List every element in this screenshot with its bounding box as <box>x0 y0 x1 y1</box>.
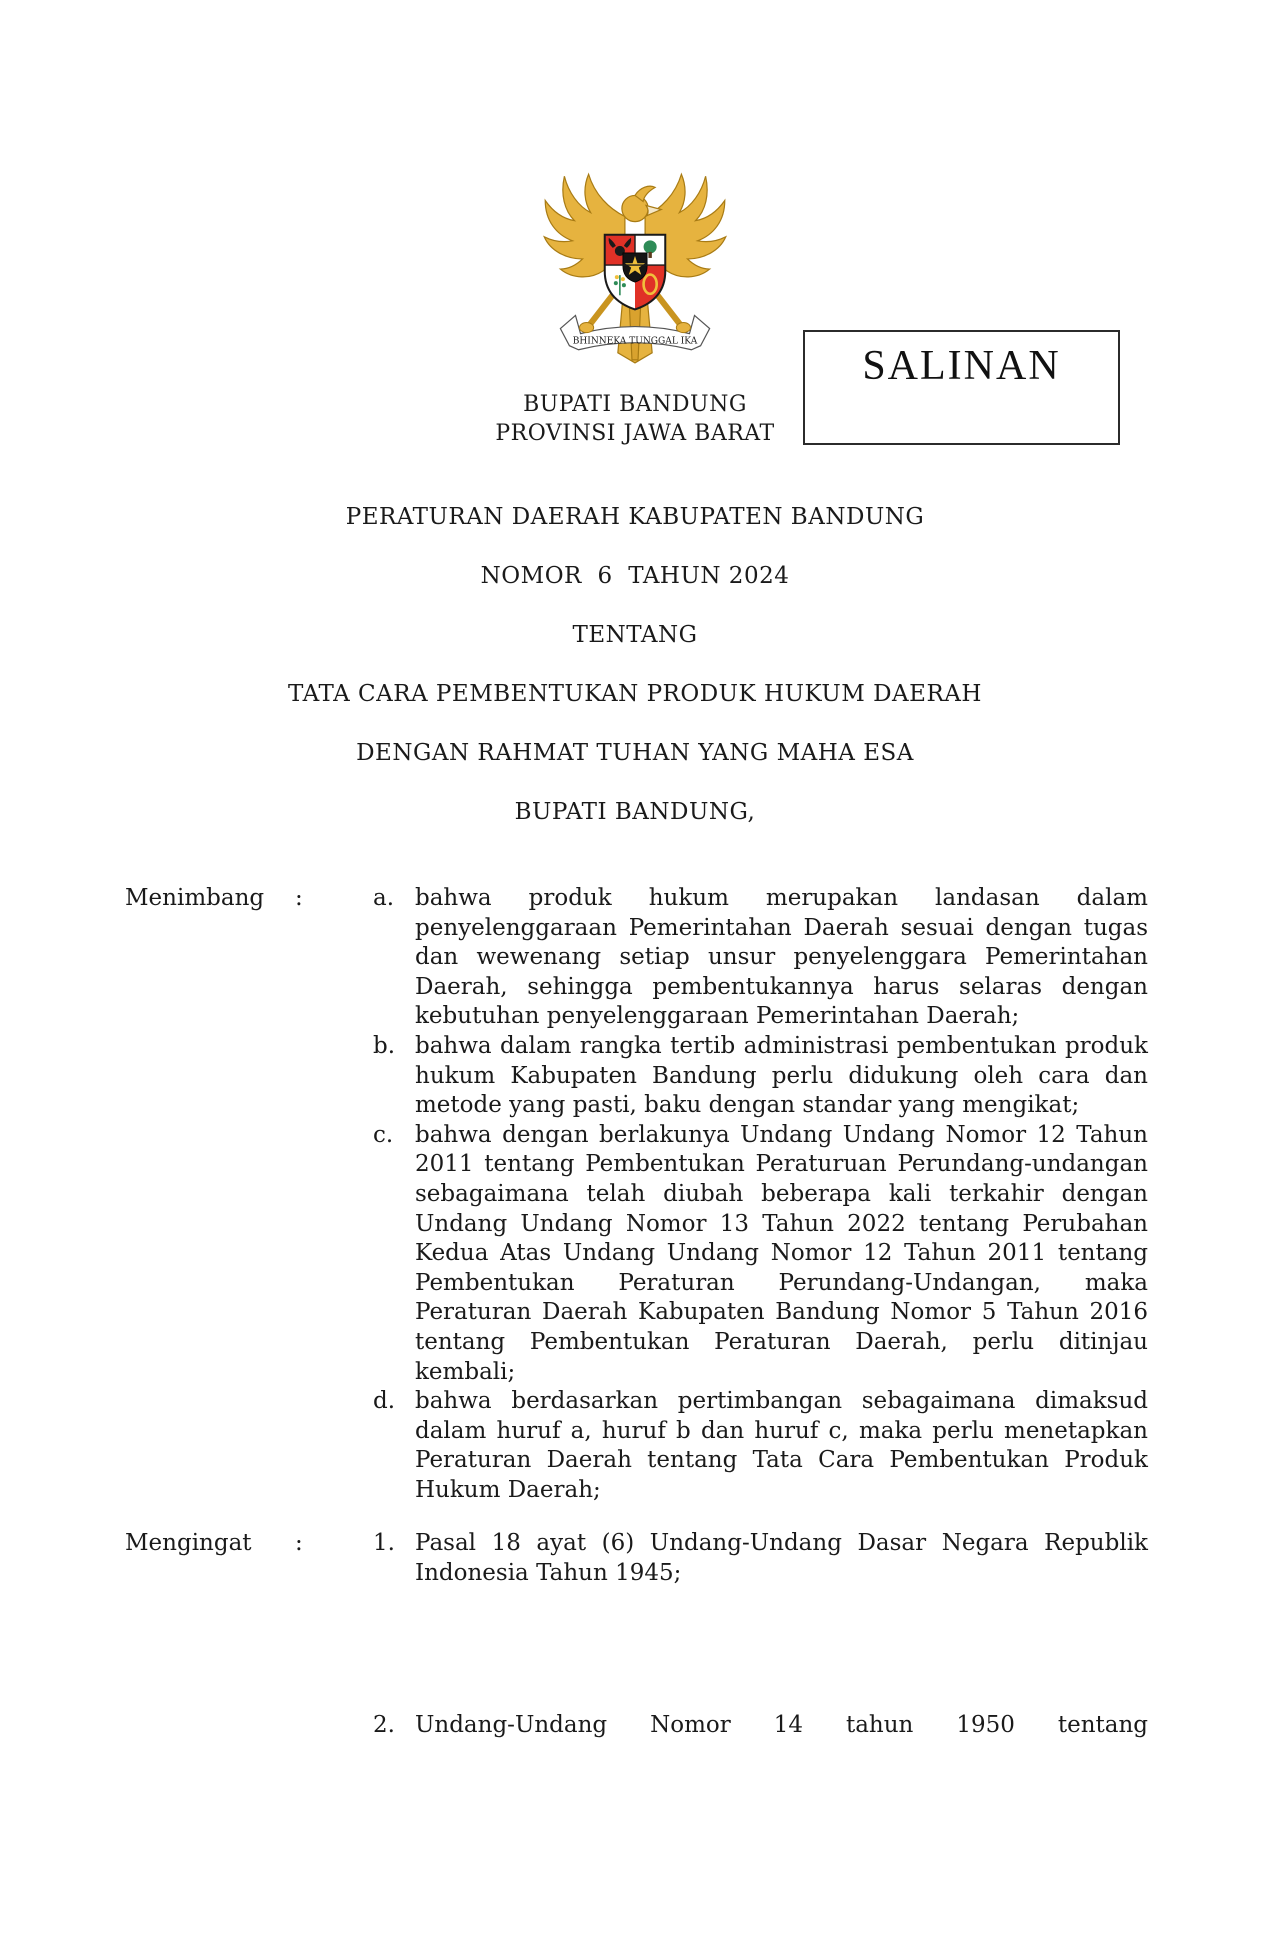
item-text: Undang-Undang Nomor 14 tahun 1950 tentang <box>415 1711 1148 1738</box>
list-item <box>373 1121 1148 1387</box>
title-number: NOMOR 6 TAHUN 2024 <box>480 563 790 589</box>
item-marker: a. <box>373 885 395 911</box>
motto-text: BHINNEKA TUNGGAL IKA <box>572 336 698 347</box>
list-item <box>373 1387 1148 1505</box>
item-marker: 2. <box>373 1711 395 1738</box>
pancasila-shield <box>605 235 666 316</box>
item-text: bahwa dalam rangka tertib administrasi pembentukan produk hukum Kabupaten Bandung perlu didukung oleh cara dan metode yang pasti, baku dengan standar yang mengikat; <box>415 1032 1148 1119</box>
clause-colon: : <box>295 885 303 911</box>
item-marker: 1. <box>373 1530 395 1557</box>
title-tentang: TENTANG <box>572 622 698 648</box>
list-item <box>373 1529 1148 1588</box>
item-marker: b. <box>373 1032 396 1059</box>
item-text: bahwa berdasarkan pertimbangan sebagaimana dimaksud dalam huruf a, huruf b dan huruf c, maka perlu menetapkan Peraturan Daerah tentang Tata Cara Pembentukan Produk Hukum Daerah; <box>415 1388 1148 1503</box>
clause-items <box>373 1529 1148 1740</box>
item-marker: d. <box>373 1388 396 1415</box>
item-text: bahwa dengan berlakunya Undang Undang Nomor 12 Tahun 2011 tentang Pembentukan Peraturuan Perundang-undangan sebagaimana telah diubah beberapa kali terkahir dengan Undang Undang Nomor 13 Tahun 2022 tentang Perubahan Kedua Atas Undang Undang Nomor 12 Tahun 2011 tentang Pembentukan Peraturan Perundang-Undangan, maka Peraturan Daerah Kabupaten Bandung Nomor 5 Tahun 2016 tentang Pembentukan Peraturan Daerah, perlu ditinjau kembali; <box>415 1121 1148 1385</box>
clause-label: Menimbang <box>125 885 265 911</box>
item-text: bahwa produk hukum merupakan landasan dalam penyelenggaraan Pemerintahan Daerah sesuai dengan tugas dan wewenang setiap unsur penyelenggara Pemerintahan Daerah, sehingga pembentukannya harus selaras dengan kebutuhan penyelenggaraan Pemerintahan Daerah; <box>415 885 1148 1030</box>
clause-colon: : <box>295 1530 303 1557</box>
item-marker: c. <box>373 1121 394 1148</box>
list-item <box>373 1711 1148 1741</box>
item-text: Pasal 18 ayat (6) Undang-Undang Dasar Negara Republik Indonesia Tahun 1945; <box>415 1530 1148 1587</box>
list-item <box>373 884 1148 1032</box>
clause-mengingat <box>125 1529 1148 1740</box>
title-subject: TATA CARA PEMBENTUKAN PRODUK HUKUM DAERAH <box>288 681 982 707</box>
title-regulation: PERATURAN DAERAH KABUPATEN BANDUNG <box>345 504 925 530</box>
clause-menimbang <box>125 884 1148 1505</box>
letterhead-province: PROVINSI JAWA BARAT <box>495 421 775 446</box>
salinan-label: SALINAN <box>862 343 1061 389</box>
garuda-pancasila-icon <box>533 146 737 378</box>
garuda-pancasila-emblem <box>533 146 737 378</box>
title-invocation: DENGAN RAHMAT TUHAN YANG MAHA ESA <box>356 740 914 766</box>
clause-label: Mengingat <box>125 1530 252 1557</box>
letterhead-office: BUPATI BANDUNG <box>523 392 747 417</box>
document-title <box>0 503 1270 857</box>
clause-items <box>373 884 1148 1505</box>
list-item <box>373 1032 1148 1121</box>
clauses-section <box>125 884 1148 1740</box>
letterhead <box>0 390 1270 448</box>
title-issuer: BUPATI BANDUNG, <box>514 799 756 825</box>
